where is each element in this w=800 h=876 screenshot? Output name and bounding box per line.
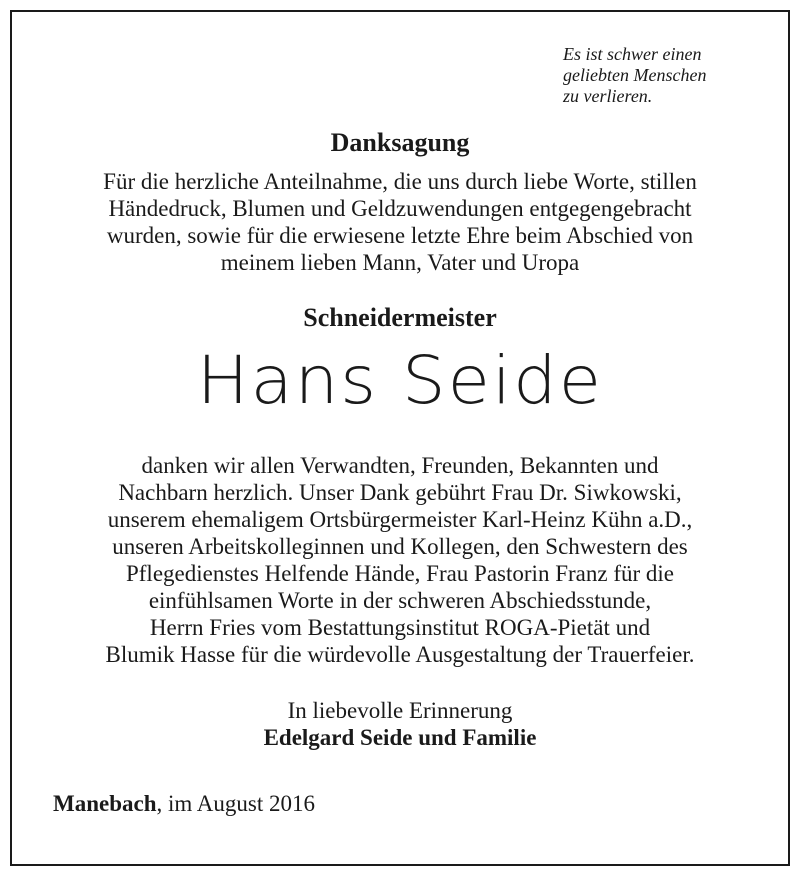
thanks-line: Nachbarn herzlich. Unser Dank gebührt Frau Dr. Siwkowski, — [118, 480, 682, 505]
notice-title: Danksagung — [330, 128, 470, 157]
family-signature: Edelgard Seide und Familie — [263, 725, 537, 750]
intro-line: Für die herzliche Anteilnahme, die uns durch liebe Worte, stillen — [103, 169, 697, 194]
thanks-line: Blumik Hasse für die würdevolle Ausgestaltung der Trauerfeier. — [105, 642, 695, 667]
place-name: Manebach — [53, 791, 157, 816]
deceased-profession: Schneidermeister — [303, 303, 497, 332]
intro-line: meinem lieben Mann, Vater und Uropa — [220, 250, 580, 275]
deceased-name: Hans Seide — [196, 342, 604, 419]
date-text: , im August 2016 — [156, 791, 315, 816]
place-date-line — [53, 790, 315, 818]
motto-line: geliebten Menschen — [563, 65, 707, 85]
intro-line: wurden, sowie für die erwiesene letzte Ehre beim Abschied von — [106, 223, 694, 248]
thanks-line: einfühlsamen Worte in der schweren Abschiedsstunde, — [148, 588, 652, 613]
thanks-line: Herrn Fries vom Bestattungsinstitut ROGA-Pietät und — [149, 615, 651, 640]
thanks-paragraph — [0, 452, 800, 668]
remembrance-line: In liebevolle Erinnerung — [287, 698, 513, 723]
intro-paragraph — [0, 168, 800, 276]
motto-line: Es ist schwer einen — [563, 44, 702, 64]
thanks-line: Pflegedienstes Helfende Hände, Frau Pastorin Franz für die — [125, 561, 674, 586]
motto-line: zu verlieren. — [563, 86, 653, 106]
thanks-line: danken wir allen Verwandten, Freunden, Bekannten und — [141, 453, 659, 478]
thanks-line: unseren Arbeitskolleginnen und Kollegen, den Schwestern des — [112, 534, 688, 559]
intro-line: Händedruck, Blumen und Geldzuwendungen entgegengebracht — [108, 196, 692, 221]
thanks-line: unserem ehemaligem Ortsbürgermeister Karl-Heinz Kühn a.D., — [107, 507, 693, 532]
motto — [563, 44, 706, 107]
